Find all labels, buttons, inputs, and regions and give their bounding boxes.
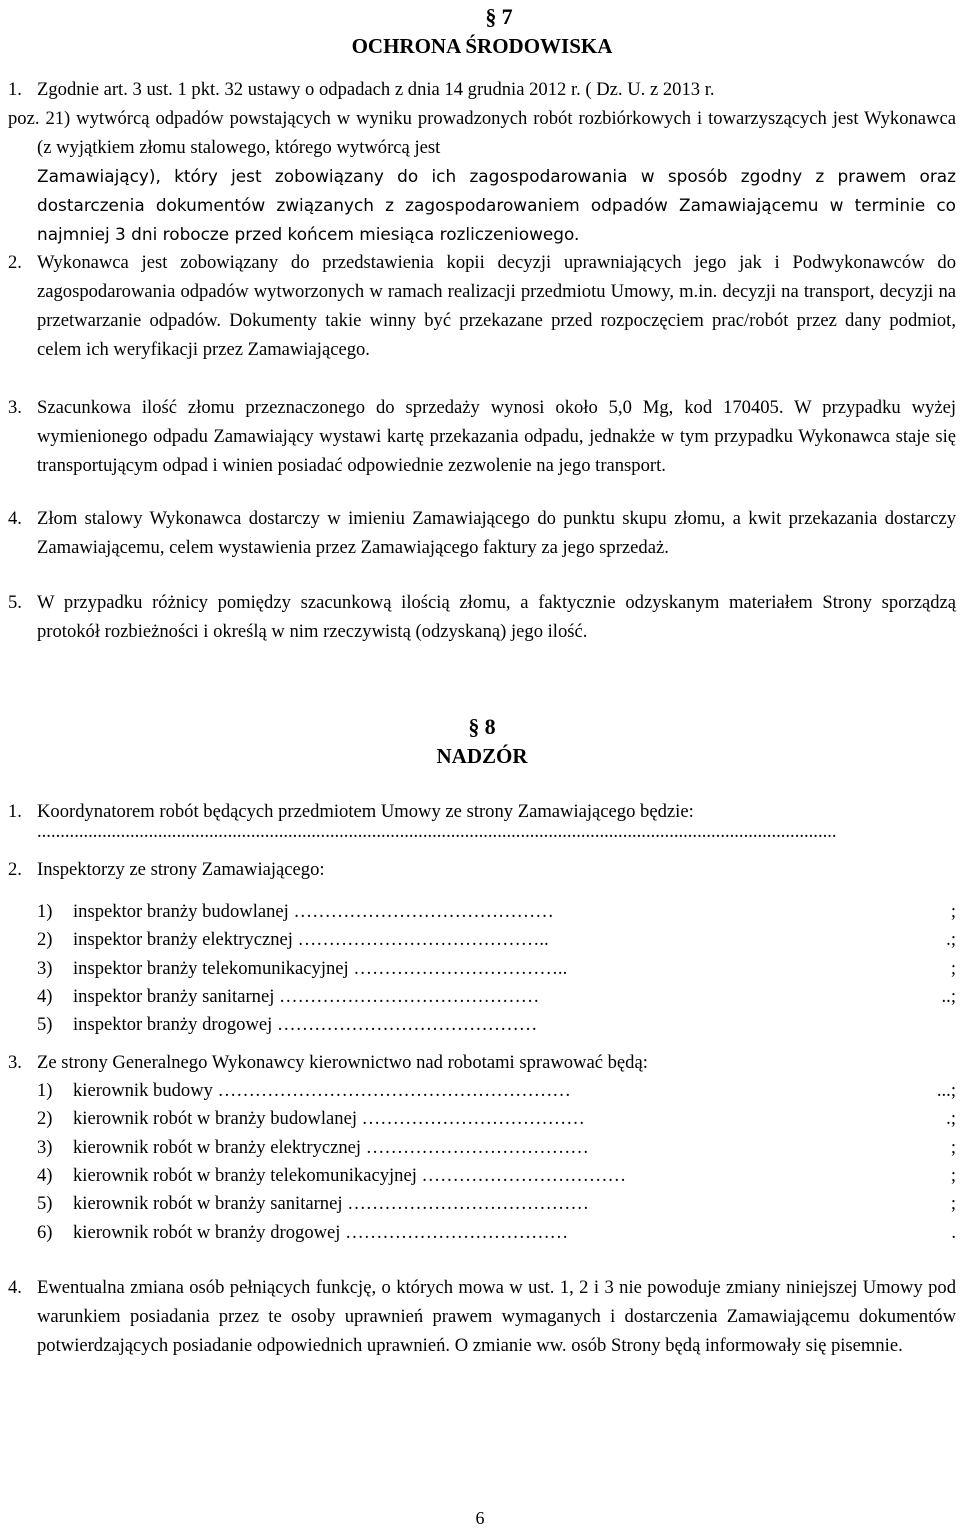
list-item-content bbox=[73, 1218, 956, 1247]
list-item-fill-dots: …………………………….. bbox=[353, 957, 568, 979]
paragraph-number: 2. bbox=[8, 859, 22, 880]
list-item-fill-dots: ……………………………… bbox=[361, 1108, 585, 1130]
section-7-title: OCHRONA ŚRODOWISKA bbox=[351, 34, 613, 58]
list-item-label: kierownik budowy bbox=[73, 1080, 213, 1101]
list-item-punctuation: .; bbox=[946, 1108, 956, 1130]
paragraph-text: Złom stalowy Wykonawca dostarczy w imieniu Zamawiającego do punktu skupu złomu, a kwit przekazania dostarczy Zamawiającemu, celem wystawienia przez Zamawiającego faktury za jego sprzedaż. bbox=[37, 508, 956, 558]
list-item-fill-dots: ……………………………… bbox=[365, 1136, 589, 1158]
list-item-fill-dots: ………………………………… bbox=[347, 1193, 589, 1215]
list-item-fill-dots: …………………………… bbox=[421, 1164, 627, 1186]
list-item-content bbox=[73, 982, 956, 1011]
list-item-content bbox=[73, 954, 956, 983]
list-item-content bbox=[73, 897, 956, 926]
paragraph-line-1: Zgodnie art. 3 ust. 1 pkt. 32 ustawy o odpadach z dnia 14 grudnia 2012 r. ( Dz. U. z 2013 r. bbox=[37, 79, 715, 100]
page-number: 6 bbox=[475, 1508, 485, 1528]
list-item-number: 2) bbox=[37, 1108, 53, 1130]
list-item-label: kierownik robót w branży telekomunikacyjnej bbox=[73, 1164, 417, 1186]
list-item-label: inspektor branży elektrycznej bbox=[73, 929, 293, 951]
paragraph-text-serif: poz. 21) wytwórcą odpadów powstających w wyniku prowadzonych robót rozbiórkowych i towarzyszących jest Wykonawca (z wyjątkiem złomu stalowego, którego wytwórcą jest bbox=[8, 108, 956, 158]
paragraph-text: W przypadku różnicy pomiędzy szacunkową ilością złomu, a faktycznie odzyskanym materiałem Strony sporządzą protokół rozbieżności i określą w nim rzeczywistą (odzyskaną) jego ilość. bbox=[37, 592, 956, 642]
list-item-label: kierownik robót w branży drogowej bbox=[73, 1221, 341, 1243]
section-8-title: NADZÓR bbox=[436, 744, 528, 768]
list-item-number: 2) bbox=[37, 929, 53, 951]
list-item-content bbox=[73, 1010, 956, 1039]
list-item-fill-dots: …………………………………… bbox=[279, 985, 540, 1007]
section-8-number bbox=[4, 712, 960, 742]
paragraph-number: 5. bbox=[8, 592, 22, 613]
list-item-number: 5) bbox=[37, 1014, 53, 1036]
coordinator-placeholder: ............................................................................................................................................................................ bbox=[37, 822, 837, 842]
list-item-fill-dots: ………………………………………………… bbox=[217, 1080, 571, 1101]
list-item-content bbox=[73, 1189, 956, 1218]
list-item-number: 3) bbox=[37, 957, 53, 979]
section-8-heading bbox=[0, 712, 960, 770]
list-item-number: 1) bbox=[37, 1080, 53, 1101]
section-7-number bbox=[38, 2, 960, 32]
list-item-label: inspektor branży budowlanej bbox=[73, 901, 289, 922]
list-item-number: 5) bbox=[37, 1193, 53, 1215]
list-item-punctuation: ; bbox=[950, 1193, 956, 1215]
paragraph-number: 3. bbox=[8, 397, 22, 418]
list-item-content bbox=[73, 1076, 956, 1105]
paragraph-number: 4. bbox=[8, 508, 22, 529]
section-symbol: § bbox=[468, 714, 480, 739]
list-item-label: inspektor branży sanitarnej bbox=[73, 985, 275, 1007]
list-item-number: 4) bbox=[37, 985, 53, 1007]
paragraph-number: 3. bbox=[8, 1052, 22, 1073]
list-item-number: 6) bbox=[37, 1221, 53, 1243]
paragraph-number: 2. bbox=[8, 252, 22, 273]
list-item-punctuation: ; bbox=[950, 957, 956, 979]
paragraph-text: Wykonawca jest zobowiązany do przedstawienia kopii decyzji uprawniających jego jak i Podwykonawców do zagospodarowania odpadów wytworzonych w ramach realizacji przedmiotu Umowy, m.in. decyzji na transport, decyzji na przetwarzanie odpadów. Dokumenty takie winny być przekazane przed rozpoczęciem prac/robót przez dany podmiot, celem ich weryfikacji przez Zamawiającego. bbox=[37, 252, 956, 360]
section-number: 7 bbox=[501, 4, 513, 29]
paragraph-text: Koordynatorem robót będących przedmiotem Umowy ze strony Zamawiającego będzie: bbox=[37, 801, 694, 822]
section-7-paragraph-3 bbox=[8, 393, 956, 480]
list-item-number: 3) bbox=[37, 1136, 53, 1158]
section-8-paragraph-4 bbox=[8, 1273, 956, 1360]
paragraph-text: Ze strony Generalnego Wykonawcy kierownictwo nad robotami sprawować będą: bbox=[37, 1052, 648, 1073]
section-7-paragraph-4 bbox=[8, 504, 956, 562]
list-item-punctuation: ; bbox=[950, 1164, 956, 1186]
paragraph-text: Ewentualna zmiana osób pełniących funkcję, o których mowa w ust. 1, 2 i 3 nie powoduje zmiany niniejszej Umowy pod warunkiem posiadania przez te osoby uprawnień prawem wymaganych i dostarczenia Zamawiającemu dokumentów potwierdzających posiadanie odpowiednich uprawnień. O zmianie ww. osób Strony będą informowały się pisemnie. bbox=[37, 1277, 956, 1356]
list-item-punctuation: .; bbox=[946, 929, 956, 951]
section-7-paragraph-5 bbox=[8, 588, 956, 646]
list-item-punctuation: ; bbox=[950, 901, 956, 922]
section-8-paragraph-1 bbox=[8, 797, 956, 842]
paragraph-number: 4. bbox=[8, 1277, 22, 1298]
section-7-paragraph-1-sans bbox=[37, 162, 956, 249]
list-item-punctuation: ..; bbox=[941, 985, 956, 1007]
section-symbol: § bbox=[485, 4, 497, 29]
list-item-content bbox=[73, 925, 956, 954]
list-item-label: inspektor branży telekomunikacyjnej bbox=[73, 957, 349, 979]
list-item-content bbox=[73, 1104, 956, 1133]
list-item-fill-dots: ……………………………… bbox=[345, 1221, 569, 1243]
section-7-heading bbox=[0, 2, 960, 60]
paragraph-text: Inspektorzy ze strony Zamawiającego: bbox=[37, 859, 325, 880]
section-7-paragraph-2 bbox=[8, 248, 956, 364]
list-item-fill-dots: ………………………………….. bbox=[297, 929, 549, 951]
list-item-label: inspektor branży drogowej bbox=[73, 1014, 273, 1036]
paragraph-number: 1. bbox=[8, 801, 22, 822]
paragraph-number: 1. bbox=[8, 79, 22, 100]
list-item-punctuation: ...; bbox=[936, 1080, 956, 1101]
section-number: 8 bbox=[484, 714, 496, 739]
list-item-content bbox=[73, 1133, 956, 1162]
paragraph-text-sans: Zamawiający), który jest zobowiązany do ich zagospodarowania w sposób zgodny z prawem oraz dostarczenia dokumentów związanych z zagospodarowaniem odpadów Zamawiającemu w terminie co najmniej 3 dni robocze przed końcem miesiąca rozliczeniowego. bbox=[37, 166, 956, 244]
section-7-paragraph-1 bbox=[8, 75, 956, 104]
list-item-fill-dots: …………………………………… bbox=[293, 901, 554, 922]
list-item-label: kierownik robót w branży budowlanej bbox=[73, 1108, 357, 1130]
list-item-number: 1) bbox=[37, 901, 53, 922]
list-item-punctuation: ; bbox=[950, 1136, 956, 1158]
list-item-content bbox=[73, 1161, 956, 1190]
list-item-label: kierownik robót w branży sanitarnej bbox=[73, 1193, 343, 1215]
section-7-paragraph-1-continuation bbox=[8, 104, 956, 162]
list-item-number: 4) bbox=[37, 1164, 53, 1186]
list-item-punctuation: . bbox=[951, 1221, 956, 1243]
paragraph-text: Szacunkowa ilość złomu przeznaczonego do sprzedaży wynosi około 5,0 Mg, kod 170405. W przypadku wyżej wymienionego odpadu Zamawiający wystawi kartę przekazania odpadu, jednakże w tym przypadku Wykonawca staje się transportującym odpad i winien posiadać odpowiednie zezwolenie na jego transport. bbox=[37, 397, 956, 476]
list-item-label: kierownik robót w branży elektrycznej bbox=[73, 1136, 362, 1158]
list-item-fill-dots: …………………………………… bbox=[276, 1014, 538, 1036]
